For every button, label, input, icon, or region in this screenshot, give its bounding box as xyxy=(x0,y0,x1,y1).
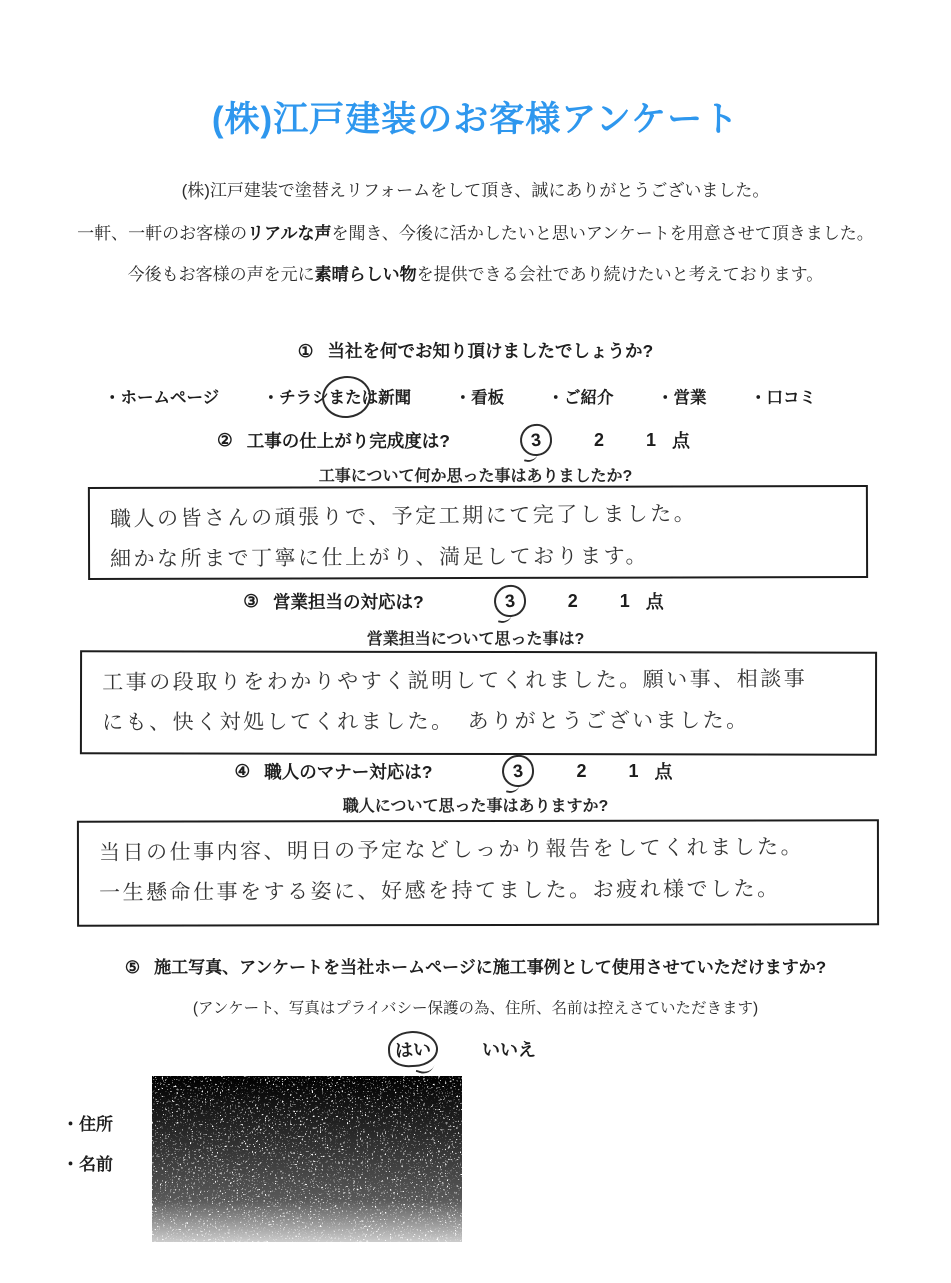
question-3-text: 営業担当の対応は? xyxy=(272,591,424,612)
question-5 xyxy=(0,953,951,978)
handwritten-line: にも、快く対処してくれました。 ありがとうございました。 xyxy=(102,708,750,735)
option-flyer-newspaper: ・チラシまたは新聞 xyxy=(263,384,412,408)
rating-2: 2 xyxy=(576,760,587,781)
handwritten-line: 一生懸命仕事をする姿に、好感を持てました。お疲れ様でした。 xyxy=(99,876,781,905)
intro-line-2: 一軒、一軒のお客様のリアルな声を聞き、今後に活かしたいと思いアンケートを用意させて頂きました。 xyxy=(77,224,874,243)
intro-line-1: (株)江戸建装で塗替えリフォームをして頂き、誠にありがとうございました。 xyxy=(181,181,770,200)
rating-3-circled: 3 xyxy=(492,583,527,618)
question-3-prompt: 営業担当について思った事は? xyxy=(366,631,585,648)
handwritten-line: 当日の仕事内容、明日の予定などしっかり報告をしてくれました。 xyxy=(98,834,805,865)
answer-box-sales xyxy=(80,650,877,755)
question-1 xyxy=(0,338,951,363)
intro-line-3-bold: 素晴らしい物 xyxy=(314,265,417,284)
question-2 xyxy=(0,424,929,456)
rating-1: 1 xyxy=(645,429,656,450)
option-word-of-mouth: ・口コミ xyxy=(749,389,816,407)
page-title: (株)江戸建装のお客様アンケート xyxy=(211,100,740,139)
option-signboard: ・看板 xyxy=(454,389,505,407)
rating-1: 1 xyxy=(619,590,630,611)
rating-3-circled: 3 xyxy=(501,753,536,788)
question-1-options xyxy=(104,384,816,408)
question-1-number: ① xyxy=(297,341,314,361)
answer-box-craftsmen xyxy=(77,819,879,926)
question-4 xyxy=(0,755,929,787)
question-4-prompt: 職人について思った事はありますか? xyxy=(342,798,609,815)
option-referral: ・ご紹介 xyxy=(547,389,614,407)
question-2-prompt: 工事について何か思った事はありましたか? xyxy=(318,468,633,485)
rating-1: 1 xyxy=(628,760,639,781)
rating-unit: 点 xyxy=(654,762,673,782)
rating-unit: 点 xyxy=(645,592,664,612)
name-label: ・名前 xyxy=(62,1155,113,1174)
handwritten-line: 工事の段取りをわかりやすく説明してくれました。願い事、相談事 xyxy=(102,666,808,695)
answer-box-construction xyxy=(88,485,868,580)
rating-2: 2 xyxy=(567,590,578,611)
choice-yes-circled: はい xyxy=(387,1030,439,1069)
question-5-text: 施工写真、アンケートを当社ホームページに施工事例として使用させていただけますか? xyxy=(154,958,827,977)
question-2-number: ② xyxy=(217,429,233,450)
rating-unit: 点 xyxy=(671,431,690,451)
question-4-number: ④ xyxy=(234,760,251,781)
choice-no: いいえ xyxy=(482,1040,536,1060)
question-3 xyxy=(0,585,929,617)
hand-drawn-circle-mark: また xyxy=(329,384,362,408)
option-sales: ・営業 xyxy=(656,389,707,407)
address-label: ・住所 xyxy=(62,1115,113,1134)
option-homepage: ・ホームページ xyxy=(104,389,220,407)
rating-3-circled: 3 xyxy=(518,422,553,457)
question-3-number: ③ xyxy=(243,590,259,611)
redacted-personal-info-area xyxy=(152,1076,462,1247)
question-2-text: 工事の仕上がり完成度は? xyxy=(246,430,450,451)
yes-no-choices xyxy=(388,1031,536,1067)
intro-line-3: 今後もお客様の声を元に素晴らしい物を提供できる会社であり続けたいと考えております。 xyxy=(127,265,824,284)
intro-line-2-bold: リアルな声 xyxy=(247,224,332,243)
privacy-note: (アンケート、写真はプライバシー保護の為、住所、名前は控えさていただきます) xyxy=(192,1000,759,1017)
pixelation-noise xyxy=(152,1076,462,1242)
question-1-text: 当社を何でお知り頂けましたでしょうか? xyxy=(327,341,654,361)
question-4-text: 職人のマナー対応は? xyxy=(264,761,433,782)
handwritten-line: 細かな所まで丁寧に仕上がり、満足しております。 xyxy=(110,543,650,571)
rating-2: 2 xyxy=(593,429,604,450)
question-5-number: ⑤ xyxy=(124,958,141,977)
handwritten-line: 職人の皆さんの頑張りで、予定工期にて完了しました。 xyxy=(109,501,698,531)
